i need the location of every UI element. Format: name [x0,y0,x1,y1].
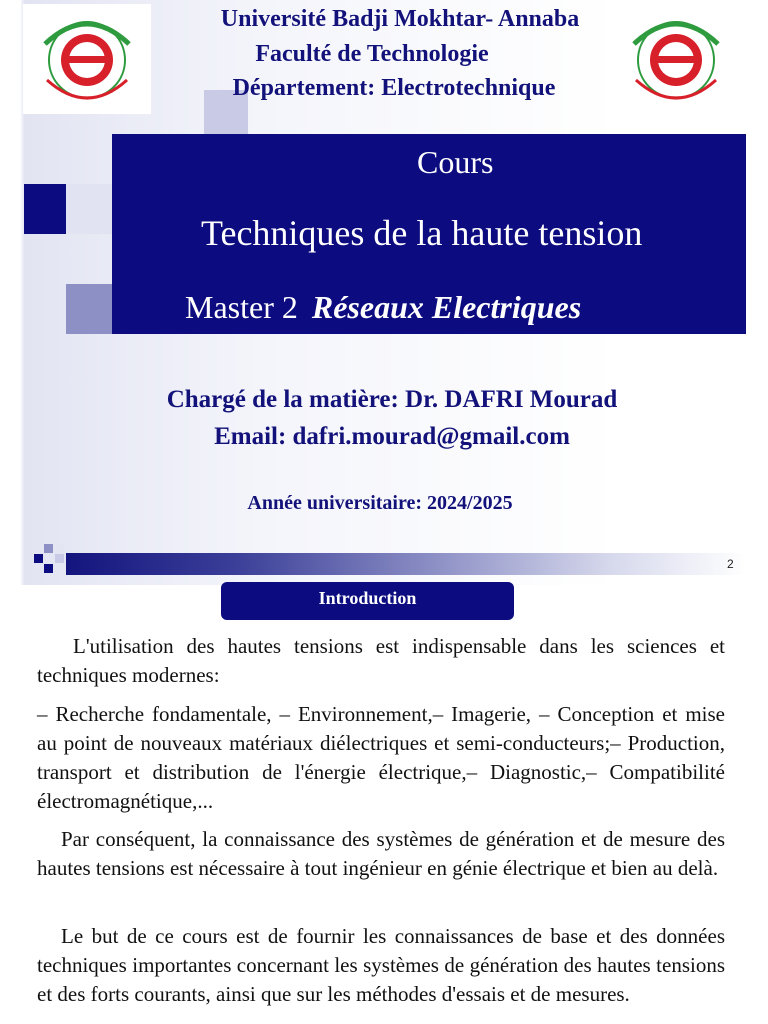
intro-paragraph-3: Par conséquent, la connaissance des systèmes de génération et de mesure des hautes tensions est nécessaire à tout ingénieur en génie électrique et bien au delà. [37,827,725,880]
academic-year: Année universitaire: 2024/2025 [247,492,513,514]
department-name: Département: Electrotechnique [232,75,556,101]
decor-square [66,284,112,334]
university-name: Université Badji Mokhtar- Annaba [220,6,580,32]
faculty-name: Faculté de Technologie [255,41,489,67]
decor-square [66,184,112,234]
master-level: Master 2 [185,289,298,325]
instructor-email: Email: dafri.mourad@gmail.com [214,423,570,450]
intro-paragraph-1: L'utilisation des hautes tensions est indispensable dans les sciences et techniques modernes: [37,634,725,687]
title-band [112,134,746,334]
footer-decor-square [55,544,64,553]
course-title: Techniques de la haute tension [201,213,643,253]
page-number: 2 [727,557,734,571]
instructor-line: Chargé de la matière: Dr. DAFRI Mourad [166,386,618,413]
cours-label: Cours [417,144,494,180]
footer-decor-square [44,544,53,553]
footer-gradient-bar [66,553,746,575]
specialty-name: Réseaux Electriques [311,289,582,325]
footer-decor-square [55,554,64,563]
decor-square [24,184,66,234]
footer-decor-square [44,564,53,573]
section-title-box [221,582,514,620]
footer-decor-square [34,554,43,563]
section-title: Introduction [318,588,417,608]
course-level [185,289,581,326]
intro-paragraph-4: Le but de ce cours est de fournir les connaissances de base et des données techniques importantes concernant les systèmes de génération des hautes tensions et des forts courants, ainsi que sur les méthodes d'essais et de mesures. [37,924,725,1006]
intro-paragraph-2: – Recherche fondamentale, – Environnement,– Imagerie, – Conception et mise au point de nouveaux matériaux diélectriques et semi-conducteurs;– Production, transport et distribution de l'énergie électrique,– Diagnostic,– Compatibilité électromagnétique,... [37,702,725,813]
